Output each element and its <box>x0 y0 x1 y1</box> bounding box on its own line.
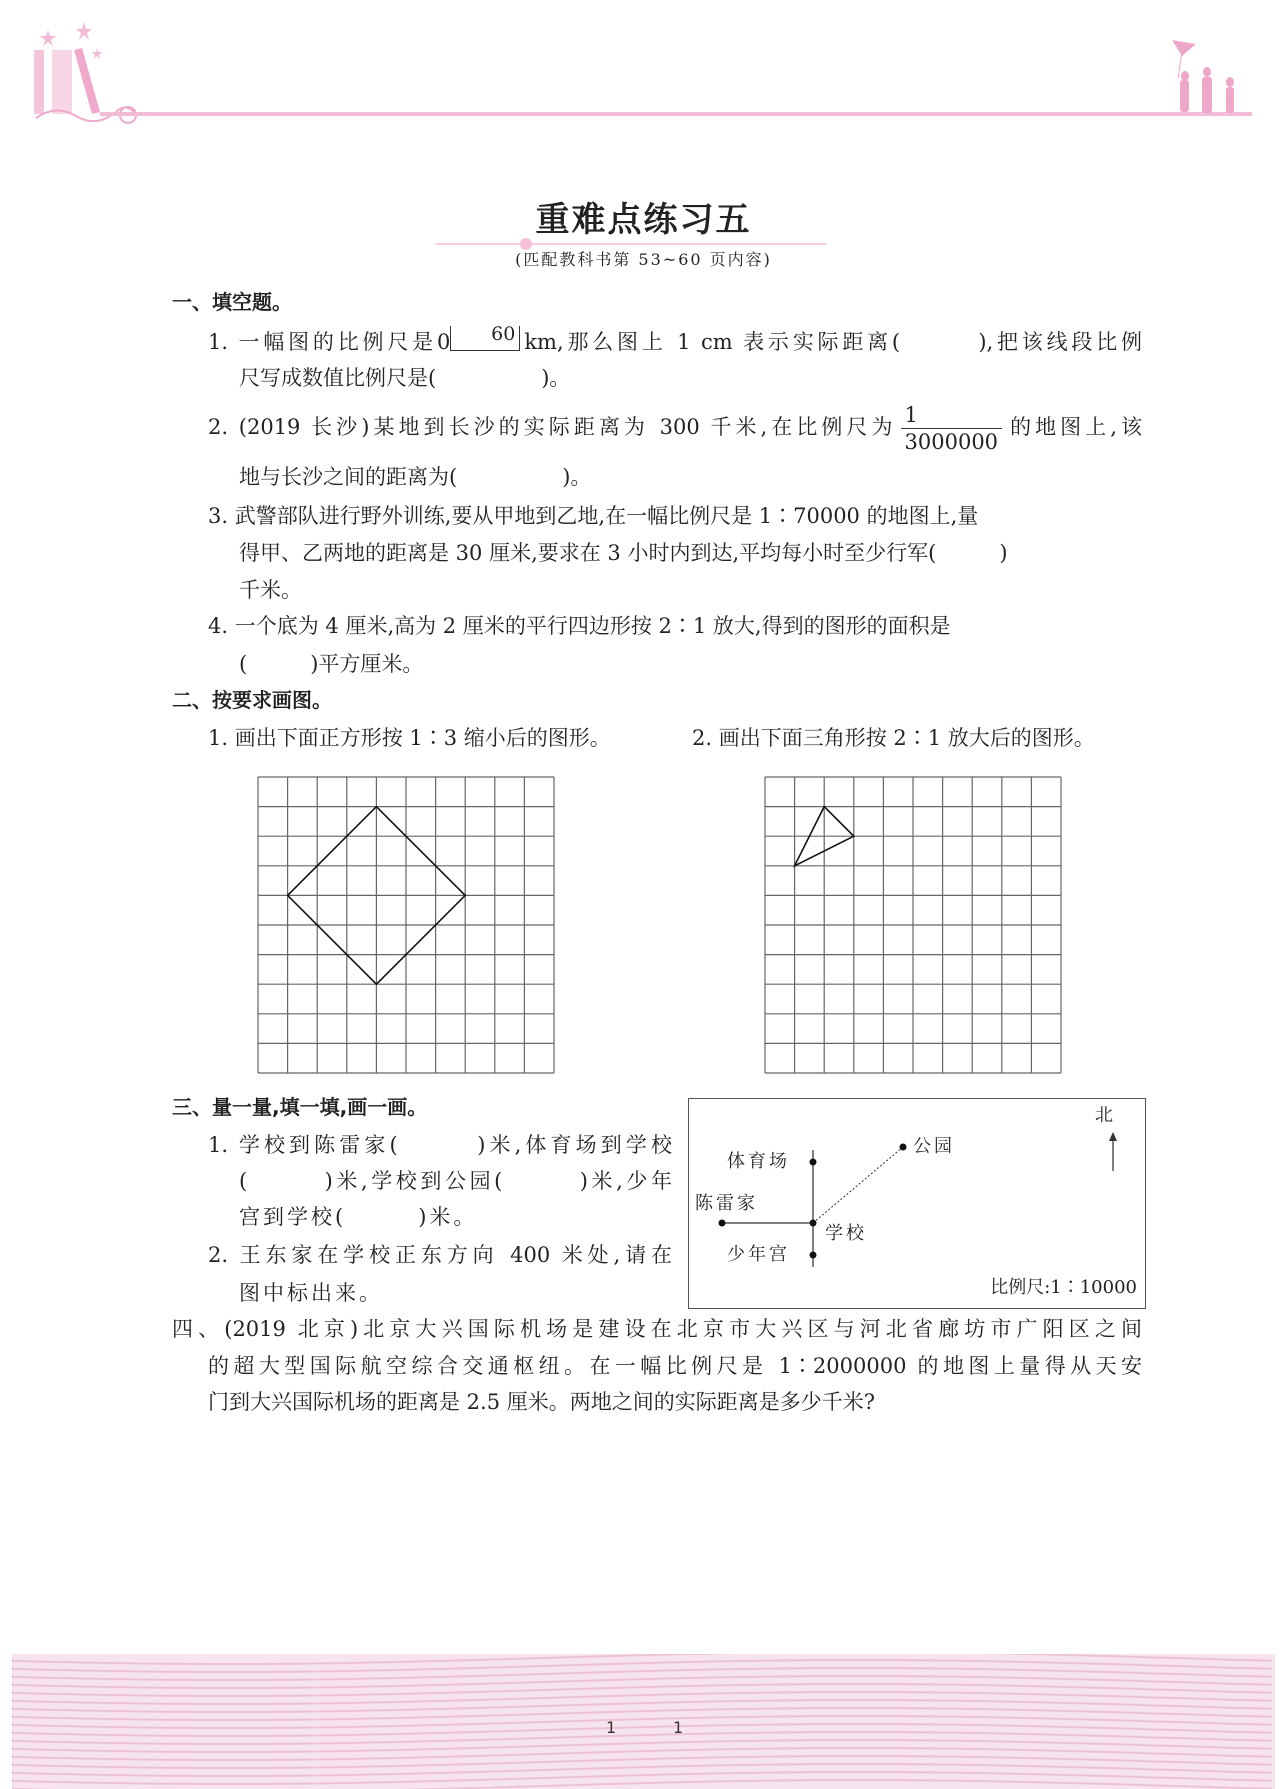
question-1-1-line-1 <box>208 323 1143 356</box>
youth-palace-label: 少年宫 <box>727 1244 790 1265</box>
question-1-4-line-2: ( )平方厘米。 <box>239 652 424 676</box>
page-number-right: 1 <box>673 1718 684 1737</box>
question-3-1-line-3: 宫到学校( )米。 <box>239 1205 478 1229</box>
question-2-2: 2. 画出下面三角形按 2∶1 放大后的图形。 <box>692 726 1095 750</box>
fraction-numerator: 1 <box>901 402 1003 429</box>
north-label: 北 <box>1095 1105 1116 1126</box>
header-rule <box>100 112 1252 116</box>
school-map[interactable] <box>688 1098 1146 1309</box>
page-title: 重难点练习五 <box>535 200 752 240</box>
question-1-2-line-2: 地与长沙之间的距离为( )。 <box>239 465 592 489</box>
section-2-heading: 二、按要求画图。 <box>172 688 332 712</box>
fraction-denominator: 3000000 <box>904 430 999 454</box>
line-scale-bar <box>450 323 520 351</box>
scale-value: 60 <box>491 323 516 345</box>
question-3-2-line-2: 图中标出来。 <box>239 1281 383 1305</box>
question-3-2-line-1: 2. 王东家在学校正东方向 400 米处,请在 <box>208 1243 672 1267</box>
scale-zero: 0 <box>436 330 451 354</box>
question-text: 一幅图的比例尺是 <box>238 330 437 354</box>
north-arrow-head-icon <box>1109 1132 1117 1141</box>
park-point <box>900 1144 907 1151</box>
page-subtitle: (匹配教科书第 53~60 页内容) <box>515 250 772 269</box>
section-4-line-1: 四、(2019 北京)北京大兴国际机场是建设在北京市大兴区与河北省廊坊市广阳区之间 <box>172 1317 1142 1341</box>
question-number: 2. <box>208 415 229 439</box>
books-stars-icon <box>34 22 136 123</box>
question-text: 武警部队进行野外训练,要从甲地到乙地,在一幅比例尺是 1∶70000 的地图上,量 <box>234 504 979 528</box>
park-path <box>813 1147 903 1223</box>
section-4-line-2: 的超大型国际航空综合交通枢纽。在一幅比例尺是 1∶2000000 的地图上量得从天安 <box>208 1354 1142 1378</box>
school-point <box>810 1220 817 1227</box>
question-1-3-line-1 <box>208 502 1142 530</box>
question-number: 3. <box>208 504 229 528</box>
youth-palace-point <box>810 1252 817 1259</box>
wave-pattern <box>12 1654 1275 1789</box>
question-1-3-line-2: 得甲、乙两地的距离是 30 厘米,要求在 3 小时内到达,平均每小时至少行军( ) <box>239 541 1008 565</box>
header-decoration <box>0 0 1287 150</box>
section-1-heading: 一、填空题。 <box>172 290 292 314</box>
footer-band <box>12 1654 1275 1789</box>
question-number: 4. <box>208 614 229 638</box>
school-label: 学校 <box>825 1223 867 1244</box>
triangle-grid[interactable] <box>764 776 1062 1074</box>
section-3-heading: 三、量一量,填一填,画一画。 <box>172 1095 428 1119</box>
stadium-point <box>810 1159 817 1166</box>
square-grid[interactable] <box>257 776 555 1074</box>
question-2-1: 1. 画出下面正方形按 1∶3 缩小后的图形。 <box>208 726 611 750</box>
question-3-1-line-2: ( )米,学校到公园( )米,少年 <box>239 1169 672 1193</box>
scale-unit: km <box>524 330 557 354</box>
kids-kite-icon <box>1172 40 1234 113</box>
question-text: ,那么图上 1 cm 表示实际距离( ),把该线段比例 <box>556 330 1143 354</box>
page-number-left: 1 <box>606 1718 617 1737</box>
question-3-1-line-1: 1. 学校到陈雷家( )米,体育场到学校 <box>208 1133 672 1157</box>
scale-fraction <box>901 402 1003 455</box>
question-text: 的地图上,该 <box>1006 415 1142 439</box>
question-1-4-line-1 <box>208 612 951 640</box>
question-1-2-line-1 <box>208 402 1142 455</box>
section-4-line-3: 门到大兴国际机场的距离是 2.5 厘米。两地之间的实际距离是多少千米? <box>208 1390 876 1414</box>
question-number: 1. <box>208 330 229 354</box>
chen-home-point <box>719 1220 726 1227</box>
chen-home-label: 陈雷家 <box>695 1193 758 1214</box>
stadium-label: 体育场 <box>727 1151 790 1172</box>
map-scale: 比例尺:1∶10000 <box>990 1277 1137 1298</box>
question-1-1-line-2: 尺写成数值比例尺是( )。 <box>239 366 571 390</box>
question-text: (2019 长沙)某地到长沙的实际距离为 300 千米,在比例尺为 <box>238 415 897 439</box>
park-label: 公园 <box>913 1136 955 1157</box>
question-text: 一个底为 4 厘米,高为 2 厘米的平行四边形按 2∶1 放大,得到的图形的面积是 <box>234 614 951 638</box>
question-1-3-line-3: 千米。 <box>239 578 302 602</box>
